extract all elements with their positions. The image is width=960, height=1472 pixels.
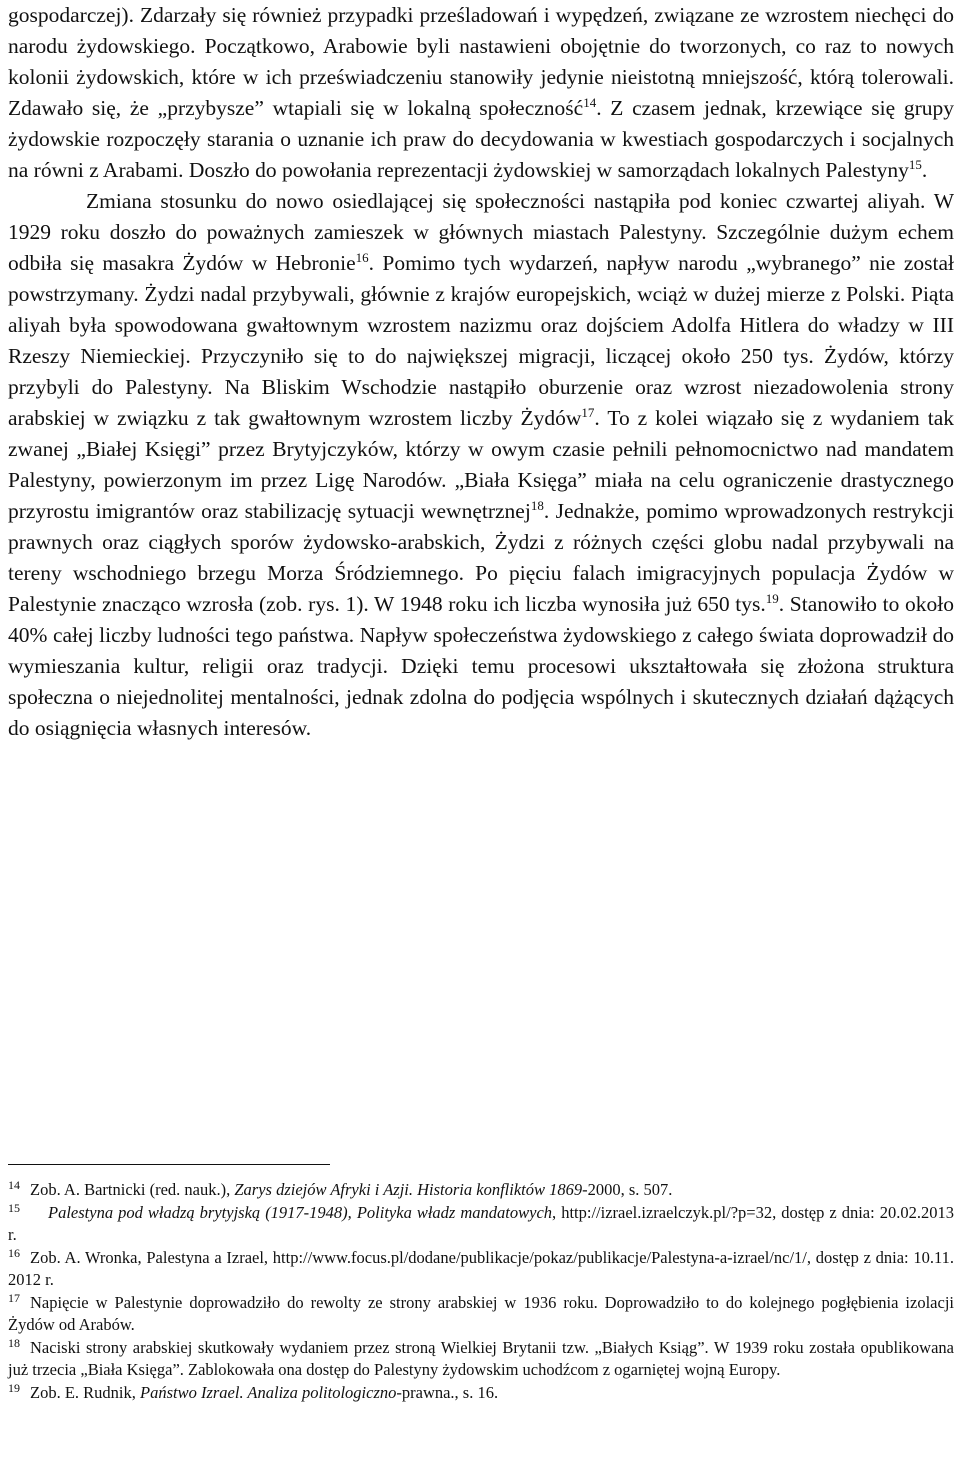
footnote-16: [8, 1247, 954, 1292]
footnote-number: 14: [8, 1178, 20, 1192]
footnote-19: [8, 1382, 954, 1405]
footnote-number: 16: [8, 1245, 20, 1260]
paragraph-2-text-d: . Jednakże, pomimo wprowadzonych restrykcji prawnych oraz ciągłych sporów żydowsko-arabskich, Żydzi z różnych części globu nadal przybywali na tereny wschodniego brzegu Morza Śródziemnego. Po pięciu falach imigracyjnych populacja Żydów w Palestynie znacząco wzrosła (zob. rys. 1). W 1948 roku ich liczba wynosiła już 650 tys.: [8, 499, 954, 616]
footnote-ref-15[interactable]: 15: [908, 157, 922, 172]
footnote-title: Zarys dziejów Afryki i Azji. Historia konfliktów 1869: [234, 1180, 583, 1199]
footnote-ref-18[interactable]: 18: [530, 498, 544, 513]
footnote-number: 15: [8, 1200, 20, 1215]
footnotes-section: [8, 1164, 954, 1404]
footnote-ref-14[interactable]: 14: [583, 95, 597, 110]
paragraph-1-text-a: gospodarczej). Zdarzały się również przypadki prześladowań i wypędzeń, związane ze wzrostem niechęci do narodu żydowskiego. Początkowo, Arabowie byli nastawieni obojętnie do tworzonych, co raz to nowych kolonii żydowskich, które w ich przeświadczeniu stanowiły jedynie nieistotną mniejszość, którą tolerowali. Zdawało się, że „przybysze” wtapiali się w lokalną społeczność: [8, 3, 954, 120]
paragraph-2-text-a: Zmiana stosunku do nowo osiedlającej się społeczności nastąpiła pod koniec czwartej aliyah. W 1929 roku doszło do poważnych zamieszek w głównych miastach Palestyny. Szczególnie dużym echem odbiła się masakra Żydów w Hebronie: [8, 189, 954, 275]
footnote-title: Palestyna pod władzą brytyjską (1917-1948), Polityka władz mandatowych: [48, 1202, 553, 1222]
main-text: [8, 0, 954, 744]
footnote-text: Zob. A. Bartnicki (red. nauk.),: [30, 1180, 235, 1199]
footnote-ref-19[interactable]: 19: [765, 591, 779, 606]
paragraph-2: [8, 186, 954, 744]
footnote-14: [8, 1179, 954, 1202]
footnote-text[interactable]: Zob. A. Wronka, Palestyna a Izrael, http://www.focus.pl/dodane/publikacje/pokaz/publikacje/Palestyna-a-izrael/nc/1/, dostęp z dnia: 10.11.2012 r.: [8, 1247, 954, 1289]
footnote-text: Napięcie w Palestynie doprowadziło do rewolty ze strony arabskiej w 1936 roku. Doprowadziło to do kolejnego pogłębienia izolacji Żydów od Arabów.: [8, 1292, 954, 1334]
paragraph-2-text-b: . Pomimo tych wydarzeń, napływ narodu „wybranego” nie został powstrzymany. Żydzi nadal przybywali, głównie z krajów europejskich, wciąż w dużej mierze z Polski. Piąta aliyah była spowodowana gwałtownym wzrostem nazizmu oraz dojściem Adolfa Hitlera do władzy w III Rzeszy Niemieckiej. Przyczyniło się to do największej migracji, liczącej około 250 tys. Żydów, którzy przybyli do Palestyny. Na Bliskim Wschodzie nastąpiło oburzenie oraz wzrost niezadowolenia strony arabskiej w związku z tak gwałtownym wzrostem liczby Żydów: [8, 251, 954, 430]
footnote-17: [8, 1292, 954, 1337]
paragraph-1-text-c: .: [921, 158, 928, 182]
footnote-text-end: -prawna., s. 16.: [396, 1382, 499, 1402]
footnote-text-end: -2000, s. 507.: [582, 1180, 673, 1199]
footnote-number: 19: [8, 1380, 20, 1395]
footnote-ref-17[interactable]: 17: [581, 405, 595, 420]
paragraph-2-text-e: . Stanowiło to około 40% całej liczby ludności tego państwa. Napływ społeczeństwa żydowskiego z całego świata doprowadził do wymieszania kultur, religii oraz tradycji. Dzięki temu procesowi ukształtowała się złożona struktura społeczna o niejednolitej mentalności, jednak zdolna do podjęcia wspólnych i skutecznych działań dążących do osiągnięcia własnych interesów.: [8, 592, 954, 740]
paragraph-2-text-c: . To z kolei wiązało się z wydaniem tak zwanej „Białej Księgi” przez Brytyjczyków, którzy w owym czasie pełnili pełnomocnictwo nad mandatem Palestyny, powierzonym im przez Ligę Narodów. „Biała Księga” miała na celu ograniczenie drastycznego przyrostu imigrantów oraz stabilizację sytuacji wewnętrznej: [8, 406, 954, 523]
footnote-number: 17: [8, 1290, 20, 1305]
paragraph-1: [8, 0, 954, 186]
footnote-title: Państwo Izrael. Analiza politologiczno: [140, 1382, 397, 1402]
footnote-text: Naciski strony arabskiej skutkowały wydaniem przez stroną Wielkiej Brytanii tzw. „Białych Ksiąg”. W 1939 roku została opublikowana już trzecia „Biała Księga”. Zablokowała ona dostęp do Palestyny żydowskim uchodźcom z ogarniętej wojną Europy.: [8, 1337, 954, 1379]
footnote-text-end[interactable]: , http://izrael.izraelczyk.pl/?p=32, dostęp z dnia: 20.02.2013 r.: [8, 1202, 954, 1244]
footnote-ref-16[interactable]: 16: [355, 250, 369, 265]
footnote-separator: [8, 1164, 330, 1165]
footnote-15: [8, 1202, 954, 1247]
footnote-number: 18: [8, 1335, 20, 1350]
footnote-text: Zob. E. Rudnik,: [30, 1382, 140, 1402]
footnote-18: [8, 1337, 954, 1382]
paragraph-1-text-b: . Z czasem jednak, krzewiące się grupy żydowskie rozpoczęły starania o uznanie ich praw do decydowania w kwestiach gospodarczych i socjalnych na równi z Arabami. Doszło do powołania reprezentacji żydowskiej w samorządach lokalnych Palestyny: [8, 96, 954, 182]
